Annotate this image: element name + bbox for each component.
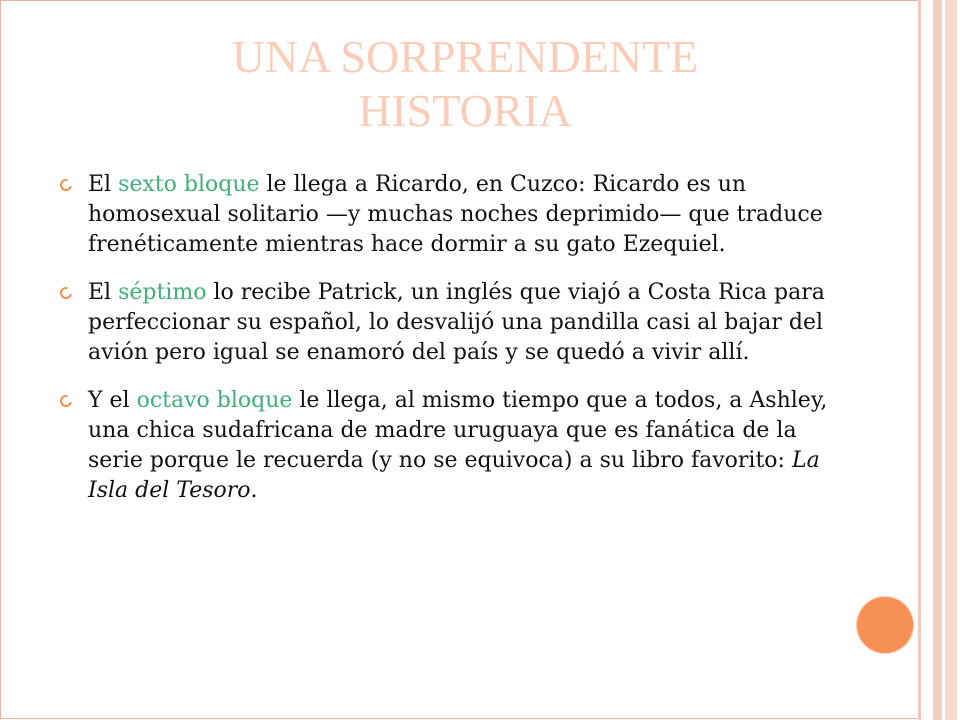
bullet-icon (58, 177, 74, 193)
stripe (945, 0, 957, 720)
decorative-stripes (918, 0, 960, 720)
bullet-item-sexto (60, 170, 840, 260)
bullet-list (60, 170, 840, 524)
slide-title-line-2: HISTORIA (358, 85, 572, 136)
stripe (933, 0, 942, 720)
book-title: La Isla del Tesoro (88, 448, 820, 503)
highlight-text: séptimo (118, 280, 207, 305)
stripe-gap (921, 0, 933, 720)
bullet-text: El (88, 280, 119, 305)
bullet-item-septimo (60, 278, 840, 368)
decorative-circle (856, 596, 914, 654)
bullet-icon (58, 393, 74, 409)
bullet-text: le llega a Ricardo, en Cuzco: Ricardo es un homosexual solitario —y muchas noches deprimido— que traduce frenéticamente mientras hace dormir a su gato Ezequiel. (88, 172, 823, 257)
bullet-item-octavo (60, 386, 840, 506)
bullet-text: lo recibe Patrick, un inglés que viajó a Costa Rica para perfeccionar su español, lo desvalijó una pandilla casi al bajar del avión pero igual se enamoró del país y se quedó a vivir allí. (88, 280, 825, 365)
highlight-text: octavo bloque (136, 388, 293, 413)
bullet-text: Y el (88, 388, 137, 413)
bullet-text: le llega, al mismo tiempo que a todos, a Ashley, una chica sudafricana de madre uruguaya que es fanática de la serie porque le recuerda (y no se equivoca) a su libro favorito: (88, 388, 828, 473)
bullet-text: El (88, 172, 119, 197)
bullet-text: . (250, 478, 258, 503)
bullet-icon (58, 285, 74, 301)
slide-title-line-1: UNA SORPRENDENTE (231, 31, 699, 82)
slide-title (100, 30, 830, 138)
highlight-text: sexto bloque (118, 172, 260, 197)
